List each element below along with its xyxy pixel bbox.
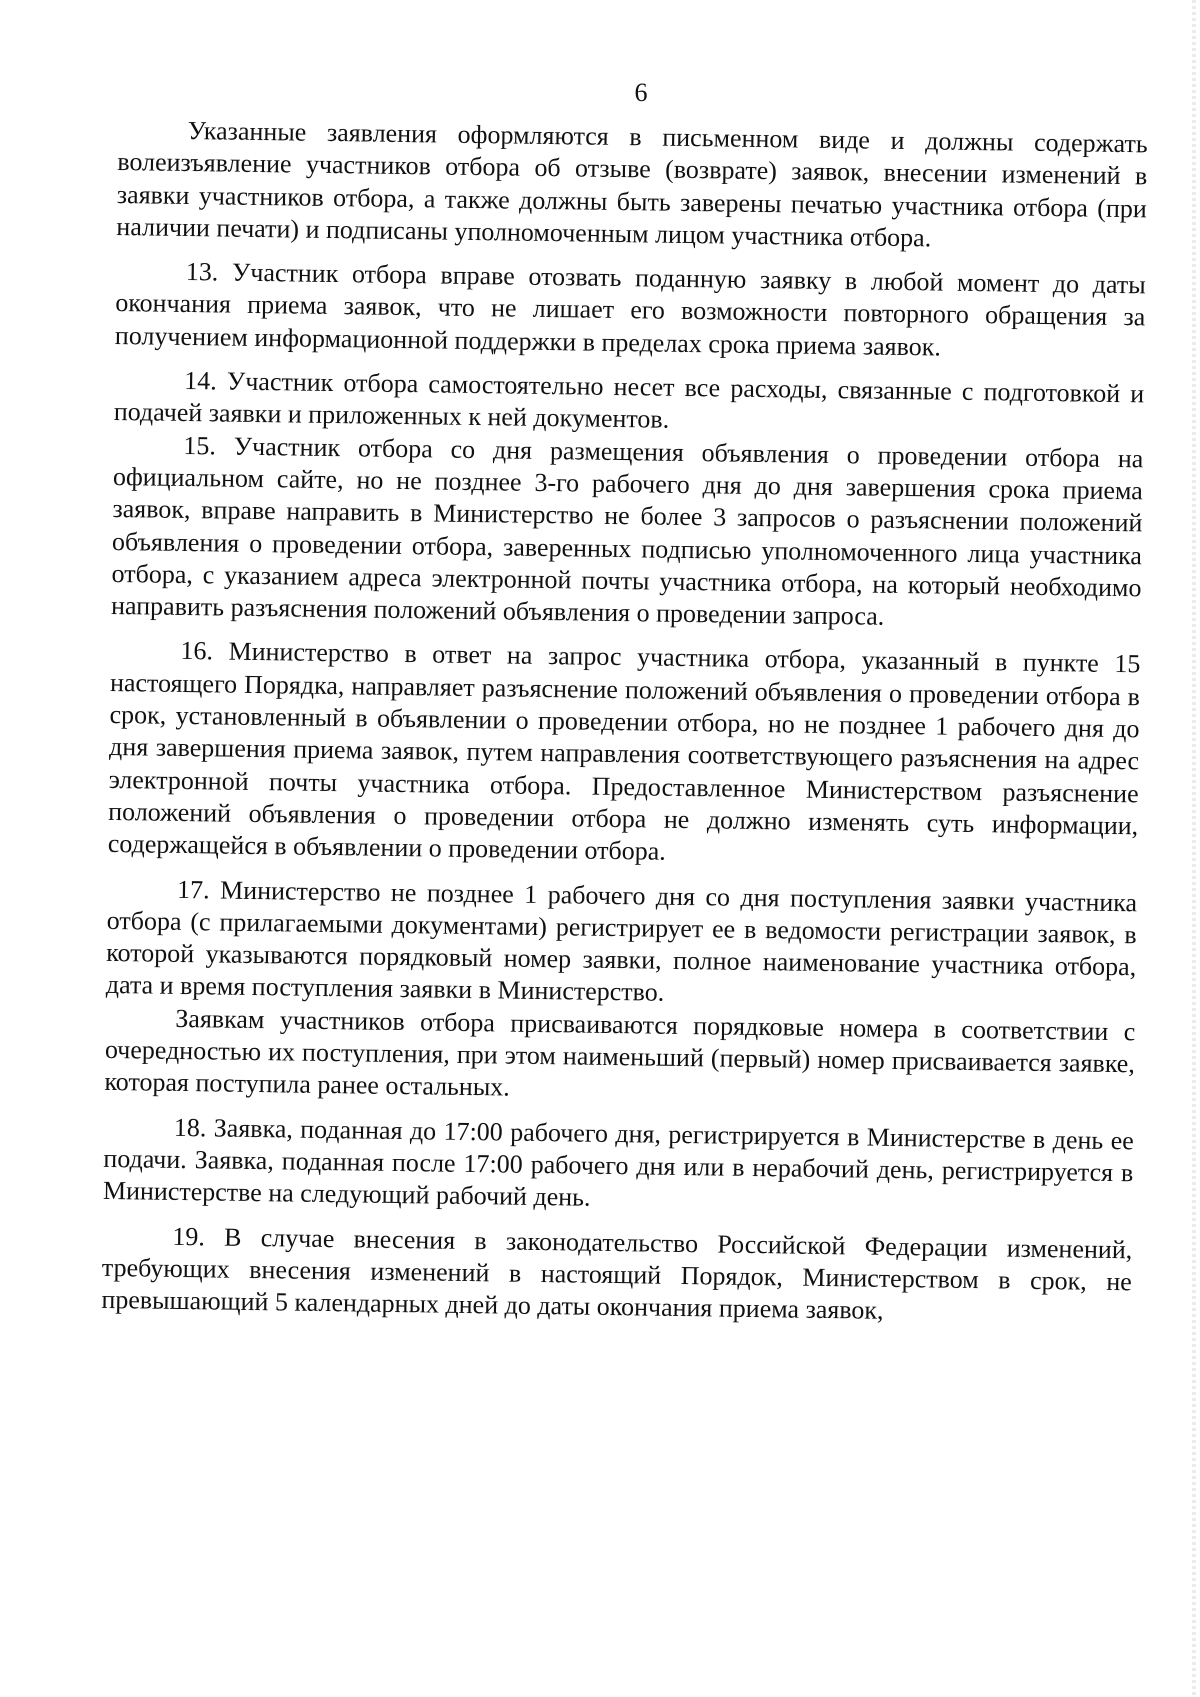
paragraph-16: 16. Министерство в ответ на запрос участника отбора, указанный в пункте 15 настоящего Порядка, направляет разъяснение положений объявления о проведении отбора в срок, установленный в объявлении о проведении отбора, но не позднее 1 рабочего дня до дня завершения приема заявок, путем направления соответствующего разъяснения на адрес электронной почты участника отбора. Предоставленное Министерством разъяснение положений объявления о проведении отбора не должно изменять суть информации, содержащейся в объявлении о проведении отбора. <box>107 636 1141 866</box>
page-number: 6 <box>634 78 648 107</box>
paragraph-19: 19. В случае внесения в законодательство Российской Федерации изменений, требующих внесения изменений в настоящий Порядок, Министерством в срок, не превышающий 5 календарных дней до даты окончания приема заявок, <box>101 1221 1133 1325</box>
paragraph-14: 14. Участник отбора самостоятельно несет все расходы, связанные с подготовкой и подачей заявки и приложенных к ней документов. <box>113 366 1145 435</box>
paragraph-statements: Указанные заявления оформляются в письменном виде и должны содержать волеизъявление участников отбора об отзыве (возврате) заявок, внесении изменений в заявки участников отбора, а также должны быть заверены печатью участника отбора (при наличии печати) и подписаны уполномоченным лицом участника отбора. <box>116 115 1148 253</box>
paragraph-15: 15. Участник отбора со дня размещения объявления о проведении отбора на официальном сайте, но не позднее 3-го рабочего дня до дня завершения срока приема заявок, вправе направить в Министерство не более 3 запросов о разъяснении положений объявления о проведении отбора, заверенных подписью уполномоченного лица участника отбора, с указанием адреса электронной почты участника отбора, на который необходимо направить разъяснения положений объявления о проведении запроса. <box>110 430 1144 631</box>
paragraph-17-numbering: Заявкам участников отбора присваиваются порядковые номера в соответствии с очередностью их поступления, при этом наименьший (первый) номер присваивается заявке, которая поступила ранее остальных. <box>104 1003 1136 1102</box>
paragraph-17: 17. Министерство не позднее 1 рабочего дня со дня поступления заявки участника отбора (с прилагаемыми документами) регистрирует ее в ведомости регистрации заявок, в которой указываются порядковый номер заявки, полное наименование участника отбора, дата и время поступления заявки в Министерство. <box>105 874 1138 1008</box>
document-body <box>101 114 1148 1331</box>
paragraph-13: 13. Участник отбора вправе отозвать поданную заявку в любой момент до даты окончания приема заявок, что не лишает его возможности повторного обращения за получением информационной поддержки в пределах срока приема заявок. <box>114 257 1146 362</box>
scan-edge-artifact <box>1192 0 1196 1697</box>
paragraph-18: 18. Заявка, поданная до 17:00 рабочего дня, регистрируется в Министерстве в день ее подачи. Заявка, поданная после 17:00 рабочего дня или в нерабочий день, регистрируется в Министерстве на следующий рабочий день. <box>102 1112 1134 1212</box>
